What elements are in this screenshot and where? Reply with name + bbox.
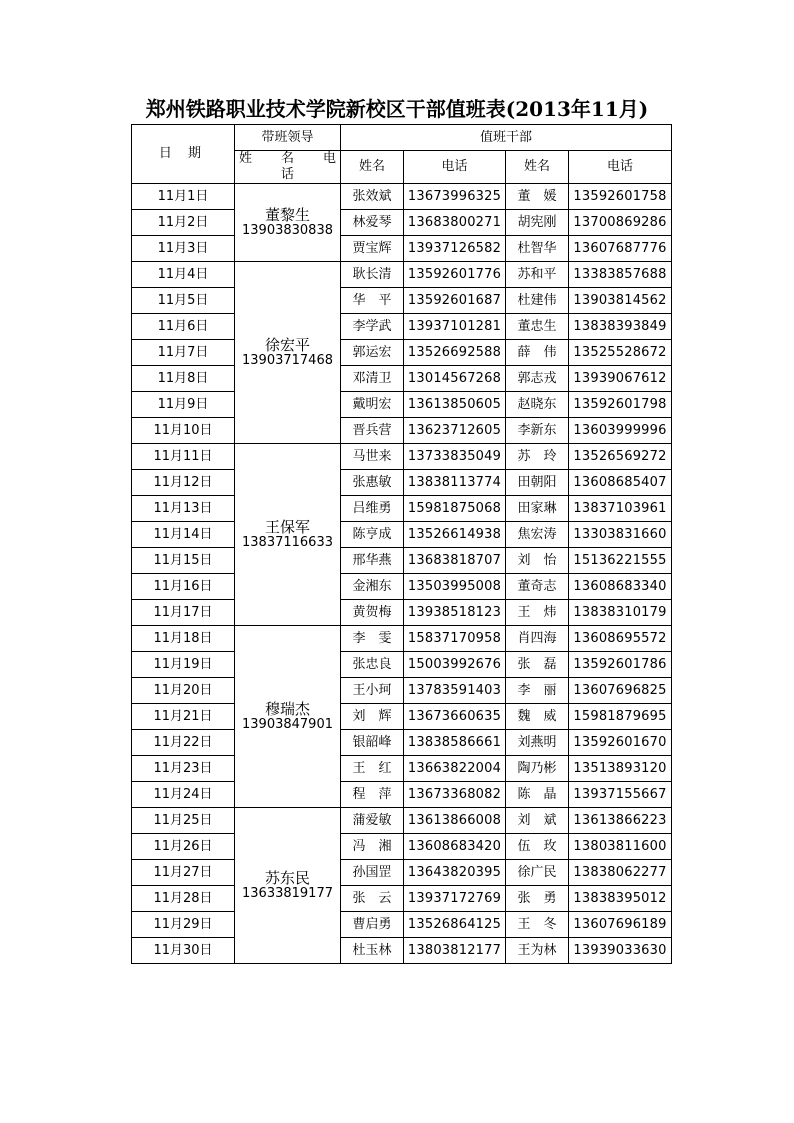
cadre-phone-1: 13526614938: [404, 522, 506, 548]
duty-date: 11月5日: [132, 288, 235, 314]
cadre-name-1: 马世来: [341, 444, 404, 470]
leader-phone: 13903717468: [242, 352, 333, 368]
duty-date: 11月17日: [132, 600, 235, 626]
cadre-phone-1: 13592601776: [404, 262, 506, 288]
page-title: 郑州铁路职业技术学院新校区干部值班表(2013年11月): [145, 97, 649, 121]
table-row: [132, 444, 672, 470]
cadre-phone-2: 13607696189: [569, 912, 672, 938]
header-leader-name-phone: [235, 151, 341, 184]
cadre-phone-2: 13838310179: [569, 600, 672, 626]
cadre-phone-2: 13838062277: [569, 860, 672, 886]
leader-phone: 13837116633: [242, 534, 333, 550]
duty-date: 11月14日: [132, 522, 235, 548]
cadre-name-1: 张忠良: [341, 652, 404, 678]
header-phone-1: 电话: [404, 151, 506, 184]
leader-name: 董黎生: [264, 205, 310, 224]
cadre-phone-1: 15981875068: [404, 496, 506, 522]
table-row: [132, 704, 672, 730]
duty-date: 11月6日: [132, 314, 235, 340]
leader-name: 王保军: [264, 517, 310, 536]
table-row: [132, 730, 672, 756]
header-name-1: 姓名: [341, 151, 404, 184]
cadre-name-2: 董忠生: [506, 314, 569, 340]
cadre-name-1: 张 云: [341, 886, 404, 912]
leader-cell: [235, 184, 341, 262]
duty-date: 11月23日: [132, 756, 235, 782]
duty-date: 11月7日: [132, 340, 235, 366]
cadre-name-2: 王 炜: [506, 600, 569, 626]
table-row: [132, 210, 672, 236]
cadre-name-2: 张 磊: [506, 652, 569, 678]
duty-date: 11月19日: [132, 652, 235, 678]
cadre-phone-1: 13643820395: [404, 860, 506, 886]
cadre-name-1: 刘 辉: [341, 704, 404, 730]
cadre-phone-2: 13607687776: [569, 236, 672, 262]
cadre-phone-1: 13783591403: [404, 678, 506, 704]
leader-phone: 13903830838: [242, 222, 333, 238]
duty-date: 11月10日: [132, 418, 235, 444]
leader-cell: [235, 262, 341, 444]
cadre-phone-1: 13683818707: [404, 548, 506, 574]
cadre-name-2: 刘燕明: [506, 730, 569, 756]
cadre-name-1: 杜玉林: [341, 938, 404, 964]
cadre-phone-2: 13939067612: [569, 366, 672, 392]
cadre-phone-2: 13526569272: [569, 444, 672, 470]
cadre-name-1: 曹启勇: [341, 912, 404, 938]
duty-date: 11月9日: [132, 392, 235, 418]
cadre-name-1: 吕维勇: [341, 496, 404, 522]
cadre-phone-2: 13939033630: [569, 938, 672, 964]
cadre-phone-1: 13937172769: [404, 886, 506, 912]
cadre-name-2: 伍 玫: [506, 834, 569, 860]
cadre-phone-1: 13733835049: [404, 444, 506, 470]
cadre-name-2: 苏和平: [506, 262, 569, 288]
cadre-name-1: 黄贺梅: [341, 600, 404, 626]
cadre-phone-2: 15981879695: [569, 704, 672, 730]
table-row: [132, 756, 672, 782]
cadre-phone-1: 13613850605: [404, 392, 506, 418]
duty-date: 11月12日: [132, 470, 235, 496]
table-row: [132, 808, 672, 834]
cadre-name-1: 蒲爱敏: [341, 808, 404, 834]
cadre-name-2: 李新东: [506, 418, 569, 444]
leader-cell: [235, 808, 341, 964]
cadre-phone-1: 13663822004: [404, 756, 506, 782]
cadre-phone-1: 13683800271: [404, 210, 506, 236]
cadre-phone-1: 13937126582: [404, 236, 506, 262]
leader-name: 穆瑞杰: [264, 699, 310, 718]
duty-date: 11月1日: [132, 184, 235, 210]
table-row: [132, 470, 672, 496]
cadre-name-2: 魏 威: [506, 704, 569, 730]
duty-date: 11月18日: [132, 626, 235, 652]
cadre-name-1: 陈亨成: [341, 522, 404, 548]
cadre-phone-1: 15837170958: [404, 626, 506, 652]
duty-date: 11月11日: [132, 444, 235, 470]
cadre-phone-1: 13937101281: [404, 314, 506, 340]
cadre-phone-2: 13937155667: [569, 782, 672, 808]
cadre-phone-2: 13837103961: [569, 496, 672, 522]
table-row: [132, 392, 672, 418]
table-row: [132, 782, 672, 808]
cadre-phone-2: 13608683340: [569, 574, 672, 600]
cadre-phone-2: 13592601758: [569, 184, 672, 210]
cadre-phone-2: 13525528672: [569, 340, 672, 366]
cadre-phone-2: 13603999996: [569, 418, 672, 444]
header-cadre-group: 值班干部: [341, 125, 672, 151]
cadre-name-1: 戴明宏: [341, 392, 404, 418]
table-row: [132, 522, 672, 548]
cadre-name-2: 焦宏涛: [506, 522, 569, 548]
cadre-name-2: 董 媛: [506, 184, 569, 210]
header-name-2: 姓名: [506, 151, 569, 184]
cadre-name-2: 王为林: [506, 938, 569, 964]
cadre-phone-1: 13803812177: [404, 938, 506, 964]
cadre-phone-2: 13608685407: [569, 470, 672, 496]
duty-date: 11月4日: [132, 262, 235, 288]
leader-name: 徐宏平: [264, 335, 310, 354]
cadre-phone-1: 13838586661: [404, 730, 506, 756]
cadre-phone-1: 13673368082: [404, 782, 506, 808]
cadre-phone-1: 13526864125: [404, 912, 506, 938]
cadre-name-2: 胡宪刚: [506, 210, 569, 236]
cadre-name-2: 陈 晶: [506, 782, 569, 808]
cadre-phone-1: 13838113774: [404, 470, 506, 496]
cadre-name-1: 银韶峰: [341, 730, 404, 756]
cadre-phone-1: 13592601687: [404, 288, 506, 314]
cadre-phone-1: 13623712605: [404, 418, 506, 444]
duty-date: 11月29日: [132, 912, 235, 938]
cadre-phone-2: 13613866223: [569, 808, 672, 834]
cadre-phone-2: 13592601798: [569, 392, 672, 418]
cadre-phone-1: 13526692588: [404, 340, 506, 366]
duty-date: 11月22日: [132, 730, 235, 756]
cadre-name-2: 陶乃彬: [506, 756, 569, 782]
cadre-phone-2: 13903814562: [569, 288, 672, 314]
cadre-phone-2: 13513893120: [569, 756, 672, 782]
cadre-phone-2: 13303831660: [569, 522, 672, 548]
cadre-name-1: 林爱琴: [341, 210, 404, 236]
header-leader-group: 带班领导: [235, 125, 341, 151]
table-row: [132, 860, 672, 886]
table-row: [132, 340, 672, 366]
cadre-name-2: 苏 玲: [506, 444, 569, 470]
table-row: [132, 236, 672, 262]
table-row: [132, 652, 672, 678]
table-row: [132, 366, 672, 392]
cadre-name-2: 张 勇: [506, 886, 569, 912]
cadre-phone-1: 13014567268: [404, 366, 506, 392]
cadre-name-1: 贾宝辉: [341, 236, 404, 262]
header-phone-2: 电话: [569, 151, 672, 184]
table-row: [132, 288, 672, 314]
cadre-name-2: 郭志戎: [506, 366, 569, 392]
cadre-name-2: 杜智华: [506, 236, 569, 262]
cadre-name-1: 程 萍: [341, 782, 404, 808]
cadre-name-1: 金湘东: [341, 574, 404, 600]
duty-date: 11月13日: [132, 496, 235, 522]
cadre-phone-2: 13838393849: [569, 314, 672, 340]
table-row: [132, 418, 672, 444]
cadre-name-1: 华 平: [341, 288, 404, 314]
cadre-phone-2: 13592601670: [569, 730, 672, 756]
table-row: [132, 184, 672, 210]
cadre-phone-2: 13607696825: [569, 678, 672, 704]
table-row: [132, 678, 672, 704]
duty-date: 11月3日: [132, 236, 235, 262]
cadre-name-1: 张效斌: [341, 184, 404, 210]
cadre-name-2: 徐广民: [506, 860, 569, 886]
cadre-name-2: 田朝阳: [506, 470, 569, 496]
cadre-phone-2: 15136221555: [569, 548, 672, 574]
table-row: [132, 574, 672, 600]
duty-date: 11月15日: [132, 548, 235, 574]
cadre-phone-1: 13613866008: [404, 808, 506, 834]
table-row: [132, 938, 672, 964]
duty-date: 11月25日: [132, 808, 235, 834]
duty-table: [131, 124, 672, 964]
duty-date: 11月28日: [132, 886, 235, 912]
leader-phone: 13903847901: [242, 716, 333, 732]
cadre-name-2: 王 冬: [506, 912, 569, 938]
cadre-phone-2: 13700869286: [569, 210, 672, 236]
duty-date: 11月26日: [132, 834, 235, 860]
cadre-name-1: 张惠敏: [341, 470, 404, 496]
cadre-name-1: 邢华燕: [341, 548, 404, 574]
cadre-name-2: 杜建伟: [506, 288, 569, 314]
cadre-name-1: 冯 湘: [341, 834, 404, 860]
cadre-name-1: 王 红: [341, 756, 404, 782]
duty-date: 11月16日: [132, 574, 235, 600]
cadre-phone-2: 13608695572: [569, 626, 672, 652]
cadre-name-1: 李学武: [341, 314, 404, 340]
cadre-name-2: 刘 怡: [506, 548, 569, 574]
cadre-name-2: 李 丽: [506, 678, 569, 704]
cadre-name-2: 赵晓东: [506, 392, 569, 418]
cadre-phone-2: 13803811600: [569, 834, 672, 860]
duty-date: 11月24日: [132, 782, 235, 808]
leader-cell: [235, 444, 341, 626]
leader-phone: 13633819177: [242, 885, 333, 901]
cadre-name-1: 耿长清: [341, 262, 404, 288]
cadre-phone-2: 13592601786: [569, 652, 672, 678]
table-row: [132, 314, 672, 340]
duty-date: 11月27日: [132, 860, 235, 886]
cadre-name-1: 孙国罡: [341, 860, 404, 886]
table-header: [132, 125, 672, 184]
header-leader-name-phone-line1: 姓 名 电: [239, 151, 336, 166]
cadre-name-2: 薛 伟: [506, 340, 569, 366]
duty-date: 11月21日: [132, 704, 235, 730]
header-leader-name-phone-line2: 话: [280, 167, 294, 182]
cadre-phone-2: 13838395012: [569, 886, 672, 912]
cadre-name-1: 郭运宏: [341, 340, 404, 366]
cadre-name-1: 李 雯: [341, 626, 404, 652]
cadre-phone-1: 13608683420: [404, 834, 506, 860]
cadre-phone-1: 13503995008: [404, 574, 506, 600]
duty-date: 11月30日: [132, 938, 235, 964]
cadre-phone-1: 15003992676: [404, 652, 506, 678]
duty-date: 11月8日: [132, 366, 235, 392]
cadre-name-1: 晋兵营: [341, 418, 404, 444]
cadre-name-2: 田家琳: [506, 496, 569, 522]
table-row: [132, 912, 672, 938]
table-row: [132, 834, 672, 860]
table-row: [132, 496, 672, 522]
cadre-name-2: 刘 斌: [506, 808, 569, 834]
table-row: [132, 626, 672, 652]
cadre-name-2: 董奇志: [506, 574, 569, 600]
duty-date: 11月2日: [132, 210, 235, 236]
table-row: [132, 262, 672, 288]
header-date: 日 期: [132, 125, 235, 184]
cadre-name-1: 邓清卫: [341, 366, 404, 392]
table-row: [132, 548, 672, 574]
table-body: [132, 184, 672, 964]
leader-cell: [235, 626, 341, 808]
table-row: [132, 886, 672, 912]
cadre-name-1: 王小珂: [341, 678, 404, 704]
cadre-phone-1: 13673996325: [404, 184, 506, 210]
leader-name: 苏东民: [264, 868, 310, 887]
duty-date: 11月20日: [132, 678, 235, 704]
cadre-phone-1: 13938518123: [404, 600, 506, 626]
table-row: [132, 600, 672, 626]
cadre-name-2: 肖四海: [506, 626, 569, 652]
cadre-phone-2: 13383857688: [569, 262, 672, 288]
cadre-phone-1: 13673660635: [404, 704, 506, 730]
